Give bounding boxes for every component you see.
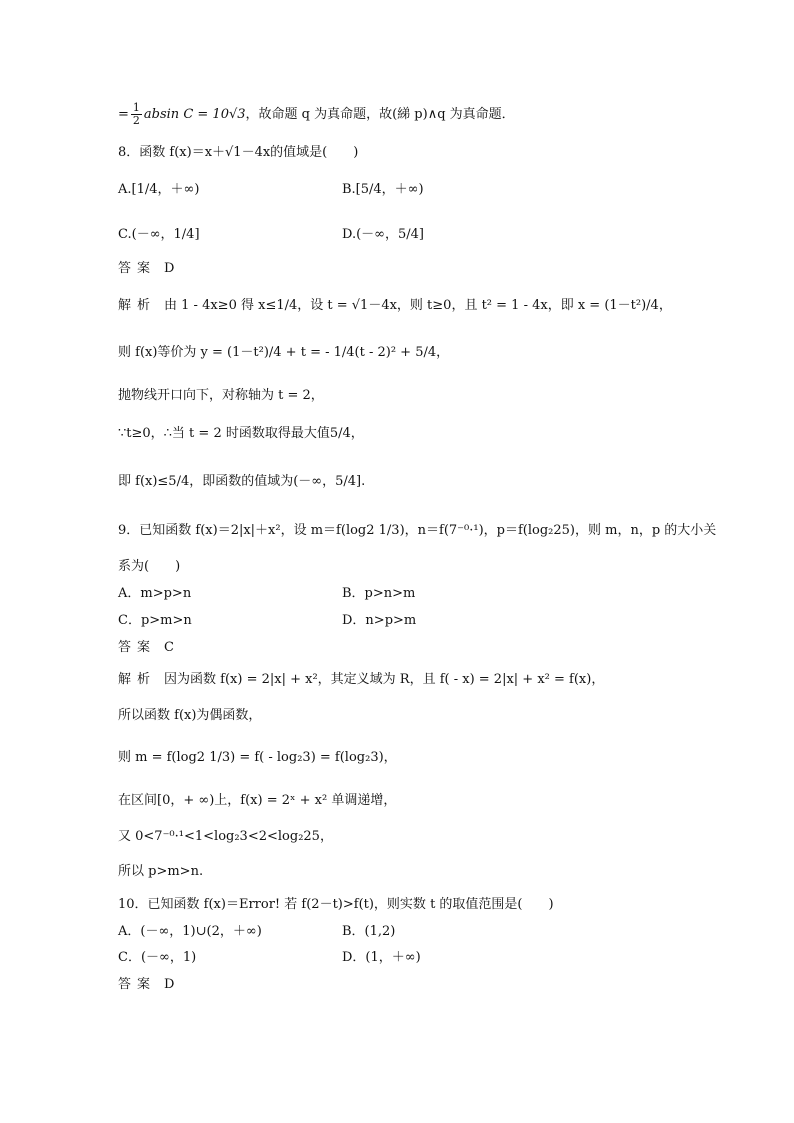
q9-stem-1: 9．已知函数 f(x)＝2|x|＋x²，设 m＝f(log2 1/3)，n＝f(7⁻⁰·¹)，p＝f(log₂25)，则 m，n，p 的大小关 (118, 523, 717, 538)
equals-sign: = (118, 106, 129, 122)
q10-stem: 10．已知函数 f(x)＝Error! 若 f(2－t)>f(t)，则实数 t 的取值范围是( ) (118, 897, 554, 912)
q8-option-b: B.[5/4，＋∞) (342, 182, 424, 197)
q9-analysis-1: 解析 因为函数 f(x) = 2|x| + x²，其定义域为 R，且 f( - x) = 2|x| + x² = f(x)， (118, 670, 604, 690)
q9-analysis-6: 所以 p>m>n. (118, 864, 204, 879)
q8-options-row2 (118, 223, 578, 247)
q10-option-a: A．(－∞，1)∪(2，＋∞) (118, 924, 262, 939)
q9-option-a: A．m>p>n (118, 586, 192, 601)
fraction: $\frac{1}{2}$ (132, 101, 140, 127)
q9-option-c: C．p>m>n (118, 613, 192, 628)
q10-option-d: D．(1，＋∞) (342, 950, 421, 965)
q9-analysis-4: 在区间[0，+ ∞)上，f(x) = 2ˣ + x² 单调递增， (118, 793, 397, 808)
answer-label: 答案 (118, 640, 157, 655)
answer-label: 答案 (118, 977, 157, 992)
q8-options-row1 (118, 178, 578, 202)
q9-answer (118, 638, 174, 658)
q8-analysis-2: 则 f(x)等价为 y = (1－t²)/4 + t = - 1/4(t - 2)² + 5/4， (118, 345, 450, 360)
q10-option-b: B．(1,2) (342, 924, 396, 939)
q7-solution-tail (118, 102, 515, 127)
answer-label: 答案 (118, 261, 157, 276)
q8-analysis-5: 即 f(x)≤5/4，即函数的值域为(－∞，5/4]. (118, 474, 366, 489)
q8-option-a: A.[1/4，＋∞) (118, 182, 200, 197)
q10-options-row1 (118, 922, 578, 942)
q9-option-d: D．n>p>m (342, 613, 417, 628)
answer-value: D (164, 261, 175, 276)
q9-options-row1 (118, 584, 578, 604)
q10-answer (118, 975, 174, 995)
answer-value: C (164, 640, 174, 655)
q9-analysis-5: 又 0<7⁻⁰·¹<1<log₂3<2<log₂25， (118, 829, 333, 844)
q8-option-c: C.(－∞，1/4] (118, 227, 200, 242)
q8-analysis-1: 解析 由 1 - 4x≥0 得 x≤1/4，设 t = √1－4x，则 t≥0，且 t² = 1 - 4x，即 x = (1－t²)/4， (118, 296, 672, 316)
analysis-label: 解析 (118, 672, 157, 687)
q9-analysis-2: 所以函数 f(x)为偶函数， (118, 708, 262, 723)
q10-option-c: C．(－∞，1) (118, 950, 197, 965)
q9-options-row2 (118, 611, 578, 631)
answer-value: D (164, 977, 175, 992)
q8-stem: 8．函数 f(x)＝x＋√1－4x的值域是( ) (118, 145, 359, 160)
q9-stem-2: 系为( ) (118, 559, 181, 574)
q8-analysis-4: ∵t≥0，∴当 t = 2 时函数取得最大值5/4， (118, 426, 364, 441)
q8-option-d: D.(－∞，5/4] (342, 227, 424, 242)
q9-analysis-3: 则 m = f(log2 1/3) = f( - log₂3) = f(log₂3)， (118, 750, 397, 765)
q10-options-row2 (118, 948, 578, 968)
q8-answer (118, 259, 174, 279)
conclusion-text: ，故命题 q 为真命题，故(綈 p)∧q 为真命题． (245, 106, 515, 122)
q9-option-b: B．p>n>m (342, 586, 416, 601)
q8-analysis-3: 抛物线开口向下，对称轴为 t = 2， (118, 388, 324, 403)
analysis-label: 解析 (118, 298, 157, 313)
formula: absin C = 10√3 (143, 106, 246, 122)
